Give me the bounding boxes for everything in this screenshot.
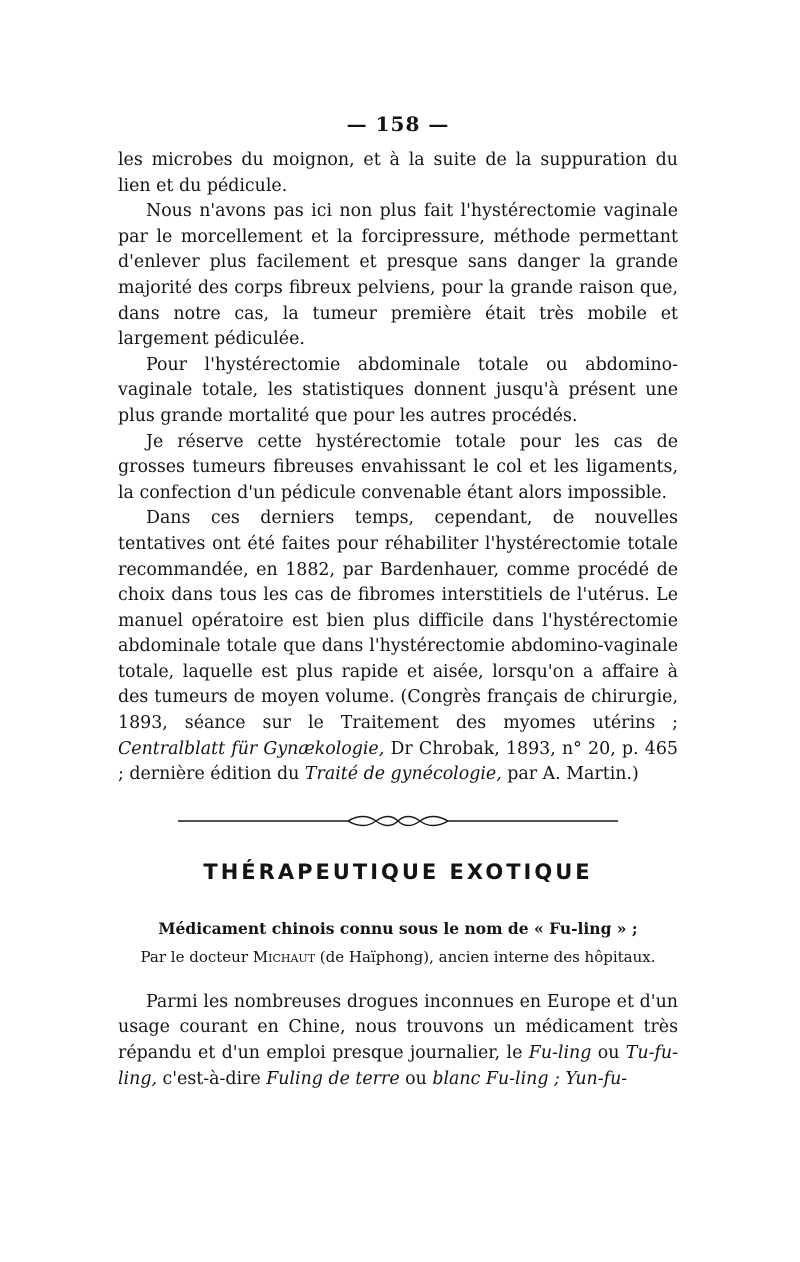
article-title: Médicament chinois connu sous le nom de « Fu-ling » ;: [158, 918, 638, 938]
page-number: — 158 —: [346, 112, 450, 136]
fu-ling-text-3: c'est-à-dire: [157, 1068, 267, 1089]
paragraph-hysterectomie-abdominale: Pour l'hystérectomie abdominale totale ou abdomino-vaginale totale, les statistiques donnent jusqu'à présent une plus grande mortalité que pour les autres procédés.: [118, 354, 678, 426]
paragraph-tentatives-text: Dans ces derniers temps, cependant, de nouvelles tentatives ont été faites pour réhabiliter l'hystérectomie totale recommandée, en 1882, par Bardenhauer, comme procédé de choix dans tous les cas de fibromes interstitiels de l'utérus. Le manuel opératoire est bien plus difficile dans l'hystérectomie abdominale totale que dans l'hystérectomie abdomino-vaginale totale, laquelle est plus rapide et aisée, lorsqu'on a affaire à des tumeurs de moyen volume. (Congrès français de chirurgie, 1893, séance sur le Traitement des myomes utérins ;: [118, 508, 678, 734]
paragraph-continuation: les microbes du moignon, et à la suite de la suppuration du lien et du pédicule.: [118, 150, 678, 196]
paragraph-tentatives: [118, 506, 678, 788]
paragraph-tentatives-text-2: Dr Chrobak, 1893, n° 20, p. 465 ; dernière édition du: [118, 738, 678, 785]
blanc-fu-ling-term: blanc Fu-ling ; Yun-fu-: [432, 1068, 628, 1089]
paragraph-tentatives-text-3: par A. Martin.): [501, 764, 639, 785]
journal-title: Centralblatt für Gynækologie,: [118, 738, 385, 759]
fu-ling-text-2: ou: [591, 1043, 626, 1064]
book-title: Traité de gynécologie,: [304, 764, 502, 785]
author-name: Michaut: [252, 947, 316, 966]
book-page: [118, 112, 678, 1092]
paragraph-morcellement: Nous n'avons pas ici non plus fait l'hystérectomie vaginale par le morcellement et la forcipressure, méthode permettant d'enlever plus facilement et presque sans danger la grande majorité des corps fibreux pelviens, pour la grande raison que, dans notre cas, la tumeur première était très mobile et largement pédiculée.: [118, 201, 678, 350]
article-author: [118, 946, 678, 968]
fuling-de-terre-term: Fuling de terre: [266, 1068, 400, 1089]
author-suffix: (de Haïphong), ancien interne des hôpitaux.: [315, 947, 656, 966]
section-title: THÉRAPEUTIQUE EXOTIQUE: [203, 859, 593, 884]
author-prefix: Par le docteur: [140, 947, 253, 966]
paragraph-fu-ling: [118, 990, 678, 1092]
fu-ling-term: Fu-ling: [528, 1043, 592, 1064]
ornamental-rule: [178, 814, 618, 828]
fu-ling-text: Parmi les nombreuses drogues inconnues en Europe et d'un usage courant en Chine, nous trouvons un médicament très répandu et d'un emploi presque journalier, le: [118, 991, 678, 1064]
tu-fu-ling-term: Tu-fu-ling,: [118, 1043, 678, 1089]
fu-ling-text-4: ou: [399, 1068, 433, 1089]
paragraph-reserve: Je réserve cette hystérectomie totale pour les cas de grosses tumeurs fibreuses envahissant le col et les ligaments, la confection d'un pédicule convenable étant alors impossible.: [118, 431, 678, 503]
